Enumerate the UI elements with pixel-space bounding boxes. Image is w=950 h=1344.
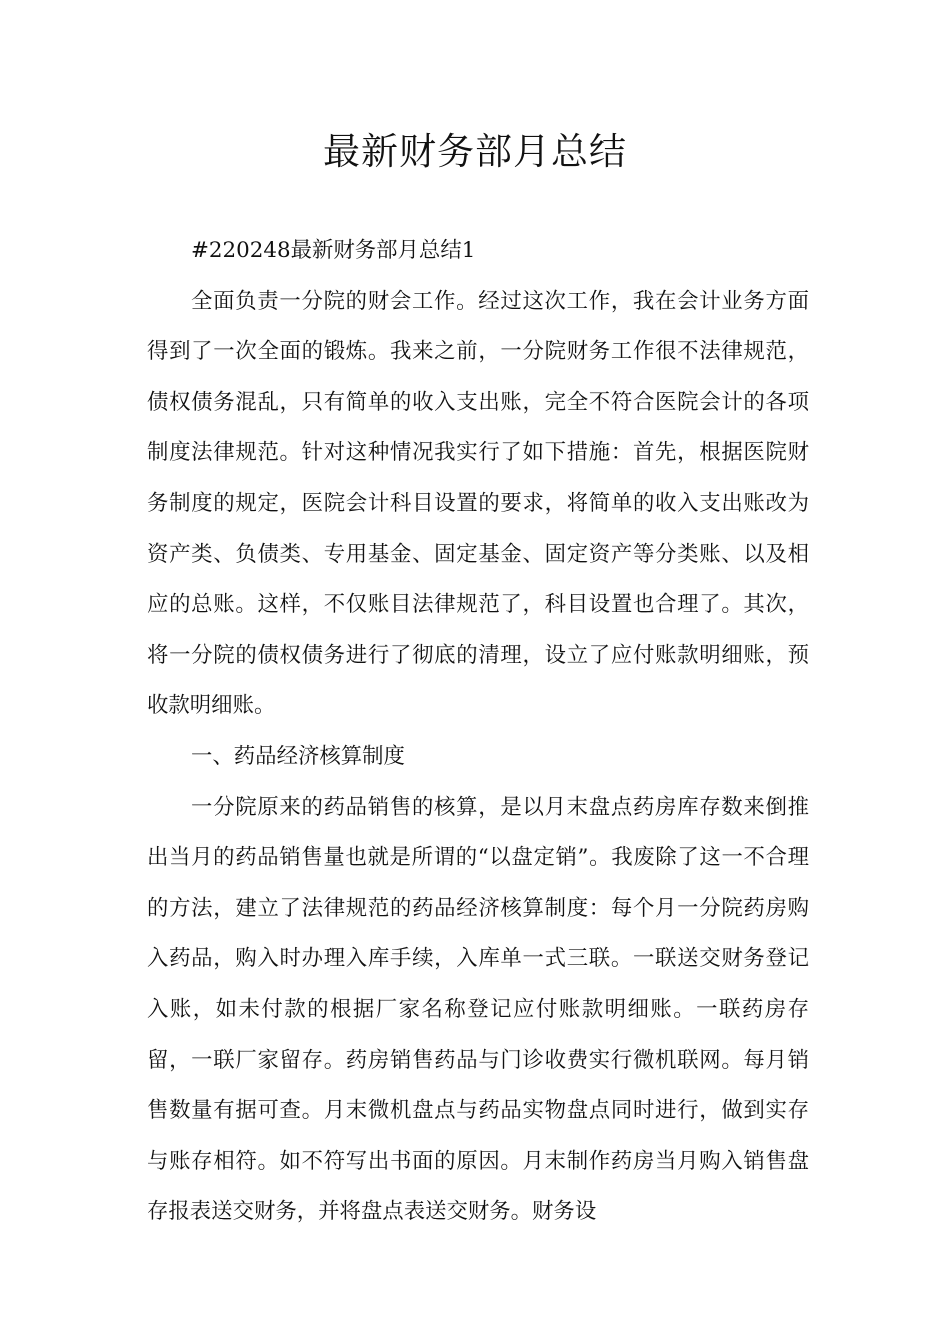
document-title: 最新财务部月总结 xyxy=(323,130,627,173)
paragraph-intro: 全面负责一分院的财会工作。经过这次工作，我在会计业务方面得到了一次全面的锻炼。我来之前，一分院财务工作很不法律规范，债权债务混乱，只有简单的收入支出账，完全不符合医院会计的各项制度法律规范。针对这种情况我实行了如下措施：首先，根据医院财务制度的规定，医院会计科目设置的要求，将简单的收入支出账改为资产类、负债类、专用基金、固定基金、固定资产等分类账、以及相应的总账。这样，不仅账目法律规范了，科目设置也合理了。其次，将一分院的债权债务进行了彻底的清理，设立了应付账款明细账，预收款明细账。 xyxy=(147,288,809,719)
section-heading: 一、药品经济核算制度 xyxy=(191,743,405,769)
document-body xyxy=(147,226,809,1238)
document-subtitle: #220248最新财务部月总结1 xyxy=(191,238,476,263)
paragraph-drug-accounting: 一分院原来的药品销售的核算，是以月末盘点药房库存数来倒推出当月的药品销售量也就是所谓的“以盘定销”。我废除了这一不合理的方法，建立了法律规范的药品经济核算制度：每个月一分院药房购入药品，购入时办理入库手续，入库单一式三联。一联送交财务登记入账，如未付款的根据厂家名称登记应付账款明细账。一联药房存留，一联厂家留存。药房销售药品与门诊收费实行微机联网。每月销售数量有据可查。月末微机盘点与药品实物盘点同时进行，做到实存与账存相符。如不符写出书面的原因。月末制作药房当月购入销售盘存报表送交财务，并将盘点表送交财务。财务设 xyxy=(147,794,809,1225)
